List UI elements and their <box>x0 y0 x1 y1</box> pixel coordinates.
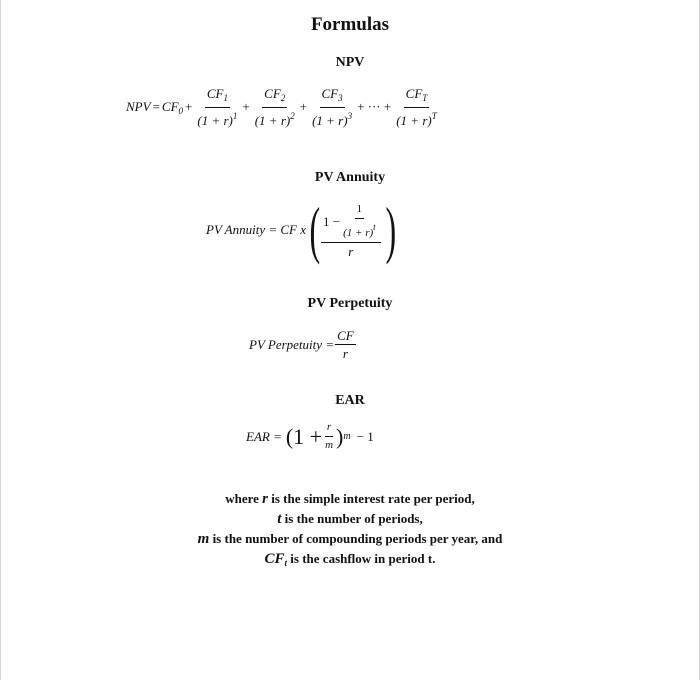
perpetuity-formula <box>249 328 357 361</box>
ear-exponent: m <box>343 431 351 442</box>
variable-notes <box>0 489 700 573</box>
ear-fraction: $\frac{r}{m}$ <box>325 421 334 451</box>
perpetuity-heading: PV Perpetuity <box>307 296 393 311</box>
annuity-formula: PV Annuity = CF x ( 1 − $\frac{1}{(1 + r)^t}$ r ) <box>206 194 396 265</box>
note-line-3: m is the number of compounding periods per year, and <box>197 531 503 547</box>
annuity-one-minus: 1 − <box>323 213 341 229</box>
npv-lhs: NPV <box>126 99 151 114</box>
annuity-outer-fraction: 1 − $\frac{1}{(1 + r)^t}$ r <box>321 202 381 259</box>
page-title: Formulas <box>310 14 390 35</box>
note-line-2: t is the number of periods, <box>277 511 423 527</box>
annuity-heading: PV Annuity <box>314 170 386 185</box>
ear-tail: − 1 <box>356 428 374 444</box>
ear-open-paren: (1 + <box>285 423 323 449</box>
npv-ellipsis: + ··· + <box>357 99 392 114</box>
annuity-inner-fraction: $\frac{1}{(1 + r)^t}$ <box>343 202 376 239</box>
npv-heading: NPV <box>335 55 365 70</box>
ear-heading: EAR <box>335 393 365 408</box>
npv-term-t: $\frac{CF_T}{(1 + r)^T}$ <box>396 86 437 128</box>
npv-formula: NPV = $CF_0$ + $\frac{CF_1}{(1 + r)^1}$ + $\frac{CF_2}{(1 + r)^2}$ + $\frac{CF_3}{(1 + r)^3}$ + ··· + $\frac{CF_T}{(1 + r)^T}$ <box>126 86 437 128</box>
ear-formula <box>246 420 376 453</box>
page-edge-left <box>0 0 1 680</box>
perpetuity-lhs: PV Perpetuity = <box>249 336 335 352</box>
note-line-4: $CF_t$ is the cashflow in period t. <box>264 551 436 568</box>
npv-term-3: $\frac{CF_3}{(1 + r)^3}$ <box>312 86 353 128</box>
ear-lhs: EAR = <box>246 428 282 444</box>
annuity-lhs: PV Annuity = CF x <box>206 222 307 237</box>
perpetuity-fraction: $\frac{CF}{r}$ <box>337 328 354 361</box>
npv-cf0: $CF_0$ <box>161 98 184 116</box>
npv-term-2: $\frac{CF_2}{(1 + r)^2}$ <box>254 86 295 128</box>
note-line-1: where r is the simple interest rate per period, <box>225 491 475 507</box>
ear-close-paren: ) <box>336 423 344 449</box>
npv-term-1: $\frac{CF_1}{(1 + r)^1}$ <box>197 86 238 128</box>
